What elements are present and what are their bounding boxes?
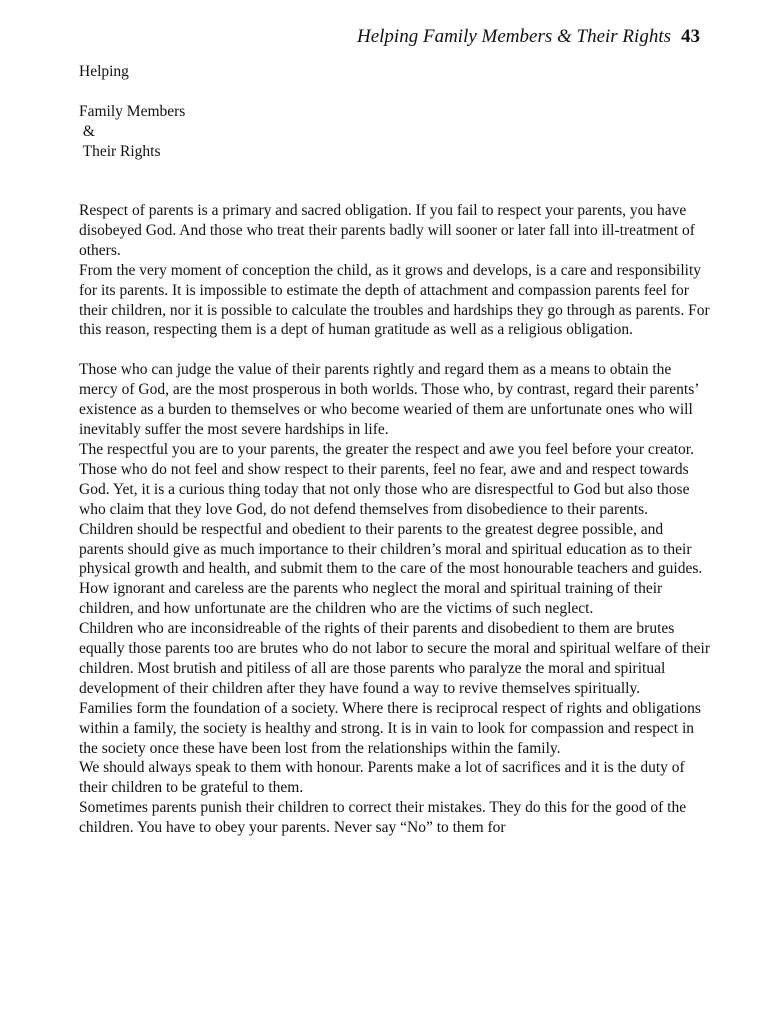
body-text	[79, 201, 711, 838]
title-line-4: &	[79, 123, 95, 140]
title-line-5: Their Rights	[79, 143, 161, 160]
paragraph: Children should be respectful and obedient to their parents to the greatest degree possible, and parents should give as much importance to their children’s moral and spiritual education as to their physical growth and health, and submit them to the care of the most honourable teachers and guides. How ignorant and careless are the parents who neglect the moral and spiritual training of their children, and how unfortunate are the children who are the victims of such neglect.	[79, 520, 703, 618]
paragraph: We should always speak to them with honour. Parents make a lot of sacrifices and it is the duty of their children to be grateful to them.	[79, 759, 685, 797]
paragraph: From the very moment of conception the child, as it grows and develops, is a care and responsibility for its parents. It is impossible to estimate the depth of attachment and compassion parents feel for their children, nor it is possible to calculate the troubles and hardships they go through as parents. For this reason, respecting them is a dept of human gratitude as well as a religious obligation.	[79, 261, 710, 339]
title-line-1: Helping	[79, 63, 129, 80]
title-line-3: Family Members	[79, 103, 186, 120]
paragraph: Families form the foundation of a society. Where there is reciprocal respect of rights and obligations within a family, the society is healthy and strong. It is in vain to look for compassion and respect in the society once these have been lost from the relationships within the family.	[79, 699, 701, 757]
title-line-2	[79, 82, 185, 102]
paragraph: Children who are inconsidreable of the rights of their parents and disobedient to them are brutes equally those parents too are brutes who do not labor to secure the moral and spiritual welfare of their children. Most brutish and pitiless of all are those parents who paralyze the moral and spiritual development of their children after they have found a way to revive themselves spiritually.	[79, 620, 710, 697]
chapter-title	[79, 62, 185, 162]
paragraph-gap	[79, 340, 711, 360]
paragraph: Respect of parents is a primary and sacred obligation. If you fail to respect your parents, you have disobeyed God. And those who treat their parents badly will sooner or later fall into ill-treatment of others.	[79, 202, 695, 259]
running-title: Helping Family Members & Their Rights	[357, 26, 671, 47]
paragraph: The respectful you are to your parents, the greater the respect and awe you feel before your creator. Those who do not feel and show respect to their parents, feel no fear, awe and and respect towards God. Yet, it is a curious thing today that not only those who are disrespectful to God but also those who claim that they love God, do not defend themselves from disobedience to their parents.	[79, 440, 694, 518]
running-header	[357, 26, 700, 48]
paragraph: Those who can judge the value of their parents rightly and regard them as a means to obtain the mercy of God, are the most prosperous in both worlds. Those who, by contrast, regard their parents’ existence as a burden to themselves or who become wearied of them are unfortunate ones who will inevitably suffer the most severe hardships in life.	[79, 361, 699, 439]
paragraph: Sometimes parents punish their children to correct their mistakes. They do this for the good of the children. You have to obey your parents. Never say “No” to them for	[79, 799, 687, 837]
page-number: 43	[681, 26, 700, 47]
